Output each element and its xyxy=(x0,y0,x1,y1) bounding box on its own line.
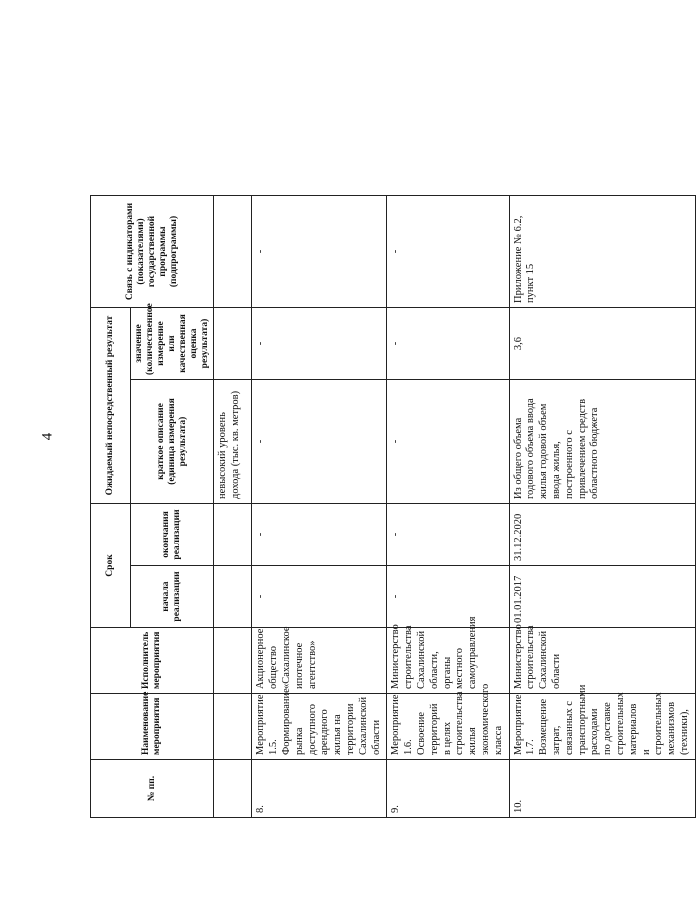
header-link: Связь с индикаторами (показателями) государственной программы (подпрограммы) xyxy=(91,196,214,308)
cell-link xyxy=(214,196,252,308)
cell-executor: Министерство строительства Сахалинской области xyxy=(509,628,695,694)
measures-table xyxy=(90,87,696,818)
cell-num xyxy=(214,760,252,818)
table-row xyxy=(252,88,387,818)
cell-start: - xyxy=(252,566,387,628)
header-name: Наименование мероприятия xyxy=(91,694,214,760)
cell-start: 01.01.2017 xyxy=(509,566,695,628)
table-viewport xyxy=(90,88,690,818)
cell-brief: невысокий уровень дохода (тыс. кв. метров) xyxy=(214,380,252,504)
cell-start: - xyxy=(387,566,509,628)
cell-name: Мероприятие 1.7. Возмещение затрат, связанных с транспортными расходами по доставке строительных материалов и строительных механизмов (техники), xyxy=(509,694,695,760)
cell-value: 3,6 xyxy=(509,308,695,380)
cell-end: - xyxy=(387,504,509,566)
header-executor: Исполнитель мероприятия xyxy=(91,628,214,694)
cell-num: 10. xyxy=(509,760,695,818)
header-value: значение (количественное измерение или качественная оценка результата) xyxy=(131,308,214,380)
table-row xyxy=(387,88,509,818)
cell-executor: Министерство строительства Сахалинской области, органы местного самоуправления xyxy=(387,628,509,694)
header-num: № пп. xyxy=(91,760,214,818)
cell-brief: - xyxy=(252,380,387,504)
cell-num: 9. xyxy=(387,760,509,818)
cell-brief: - xyxy=(387,380,509,504)
cell-num: 8. xyxy=(252,760,387,818)
cell-end xyxy=(214,504,252,566)
table-row xyxy=(509,88,695,818)
cell-end: - xyxy=(252,504,387,566)
cell-start xyxy=(214,566,252,628)
cell-link: - xyxy=(252,196,387,308)
cell-end: 31.12.2020 xyxy=(509,504,695,566)
header-expected: Ожидаемый непосредственный результат xyxy=(91,308,131,504)
header-term-start: начала реализации xyxy=(131,566,214,628)
cell-link: - xyxy=(387,196,509,308)
cell-link: Приложение № 6.2, пункт 15 xyxy=(509,196,695,308)
cell-name: Мероприятие 1.5. Формирование рынка доступного арендного жилья на территории Сахалинской области xyxy=(252,694,387,760)
cell-name: Мероприятие 1.6. Освоение территорий в целях строительства жилья экономического класса xyxy=(387,694,509,760)
cell-brief: Из общего объема годового объема ввода жилья годовой объем ввода жилья, построенного с привлечением средств областного бюджета xyxy=(509,380,695,504)
cell-value: - xyxy=(252,308,387,380)
table-row xyxy=(214,88,252,818)
cell-executor: Акционерное общество «Сахалинское ипотечное агентство» xyxy=(252,628,387,694)
header-row-1 xyxy=(91,88,131,818)
header-term-end: окончания реализации xyxy=(131,504,214,566)
cell-value xyxy=(214,308,252,380)
cell-executor xyxy=(214,628,252,694)
rotated-table-wrapper xyxy=(90,88,690,818)
cell-name xyxy=(214,694,252,760)
header-brief: краткое описание (единица измерения результата) xyxy=(131,380,214,504)
cell-value: - xyxy=(387,308,509,380)
page-number: 4 xyxy=(39,432,56,441)
header-term: Срок xyxy=(91,504,131,628)
